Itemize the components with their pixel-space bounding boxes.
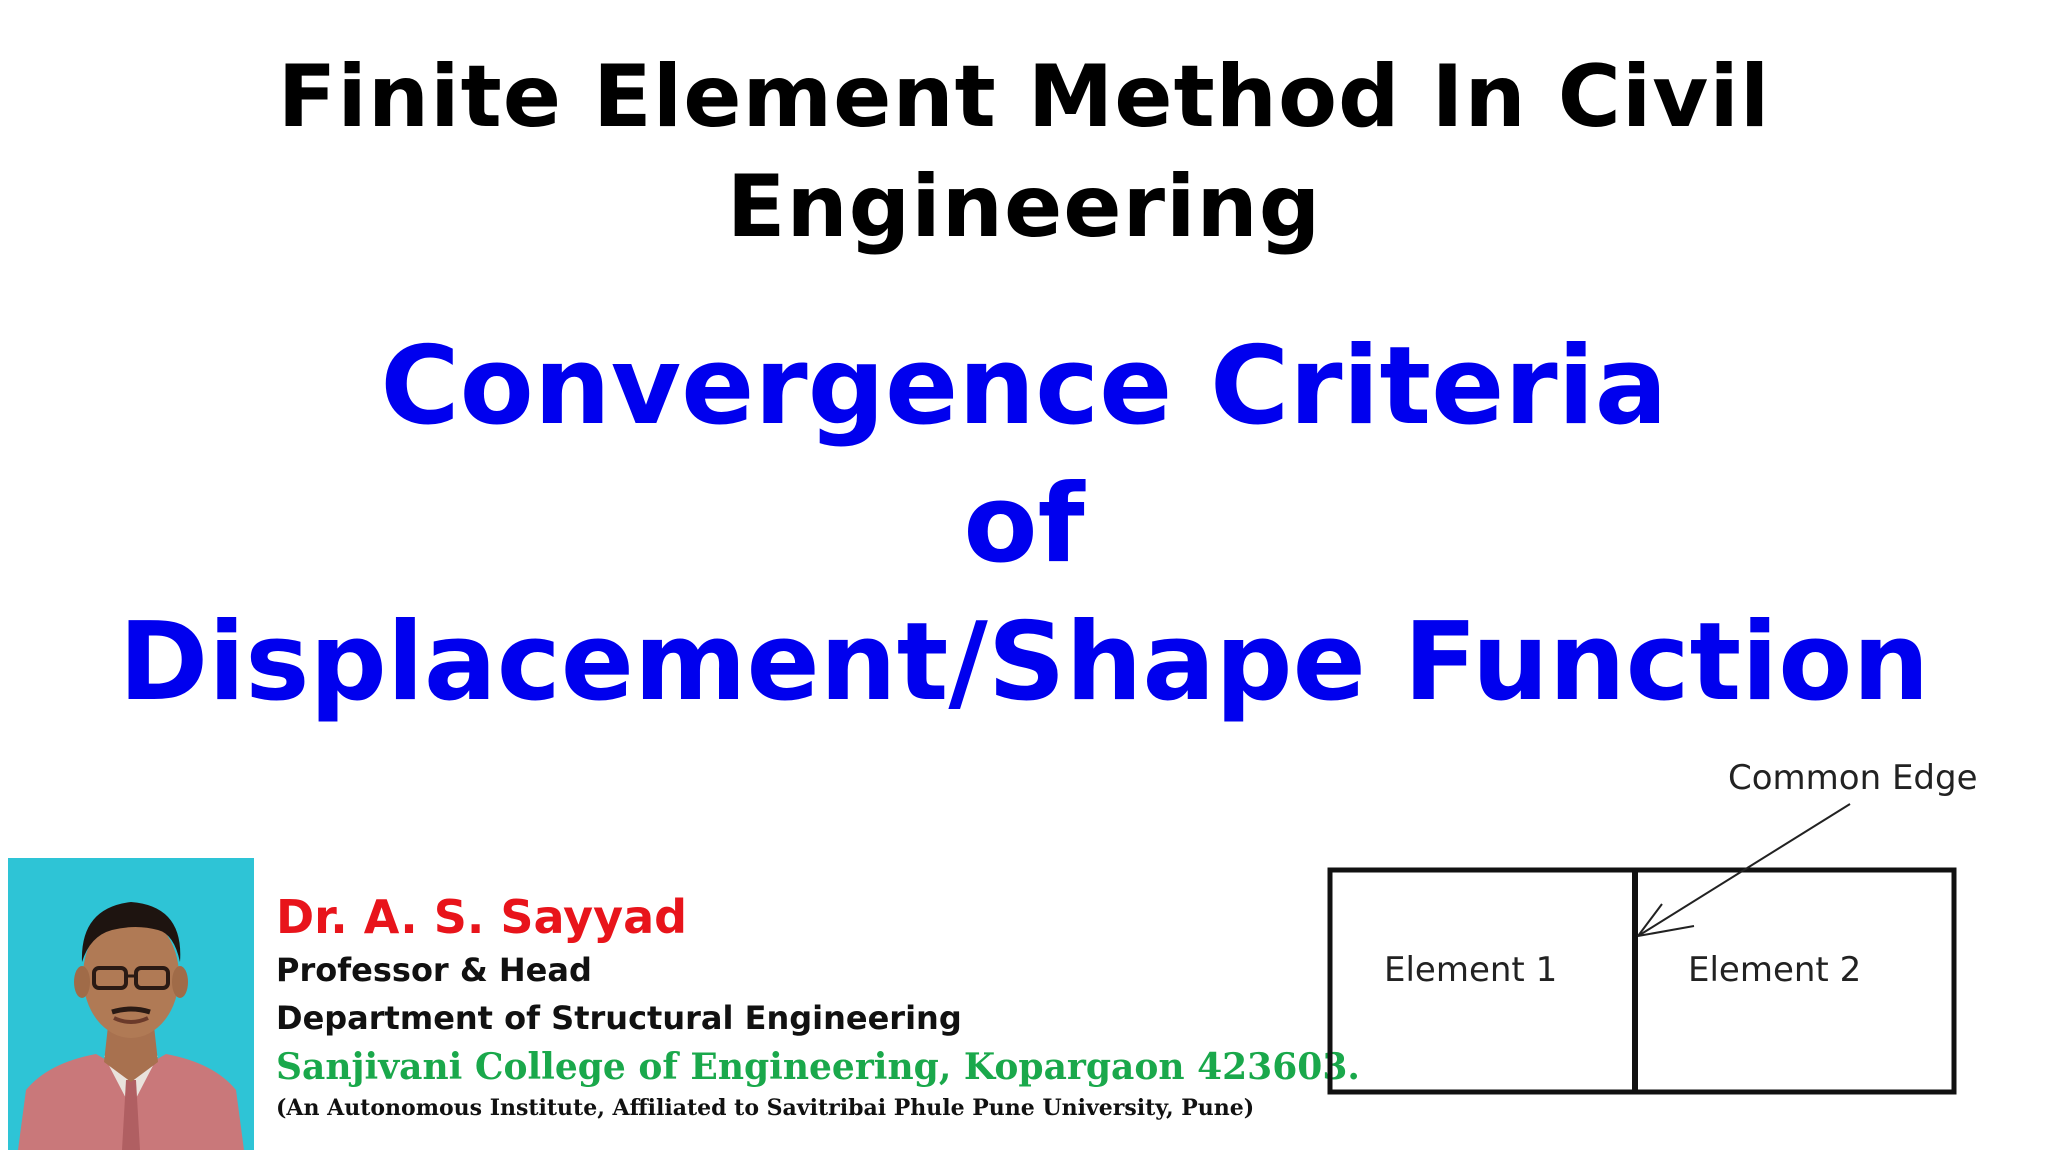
author-role: Professor & Head: [276, 951, 592, 989]
author-portrait-image: [8, 858, 254, 1150]
common-edge-diagram: [1310, 750, 2010, 1110]
topic-title-line-3: Displacement/Shape Function: [118, 600, 1930, 725]
common-edge-label: Common Edge: [1728, 758, 1978, 798]
element-1-label: Element 1: [1384, 950, 1558, 990]
author-name: Dr. A. S. Sayyad: [276, 890, 688, 944]
course-title-line-2: Engineering: [726, 157, 1322, 257]
element-boxes: [1310, 750, 2010, 1110]
topic-title: [0, 318, 2048, 732]
topic-title-line-2: of: [963, 462, 1085, 587]
author-college: Sanjivani College of Engineering, Kopargaon 423603.: [276, 1046, 1360, 1088]
topic-title-line-1: Convergence Criteria: [380, 324, 1668, 449]
course-title-line-1: Finite Element Method In Civil: [277, 47, 1771, 147]
author-info: [276, 888, 1360, 1124]
author-department: Department of Structural Engineering: [276, 999, 962, 1037]
author-affiliation-note: (An Autonomous Institute, Affiliated to Savitribai Phule Pune University, Pune): [276, 1095, 1255, 1121]
author-photo: [8, 858, 254, 1150]
course-title: [0, 42, 2048, 262]
element-2-label: Element 2: [1688, 950, 1862, 990]
